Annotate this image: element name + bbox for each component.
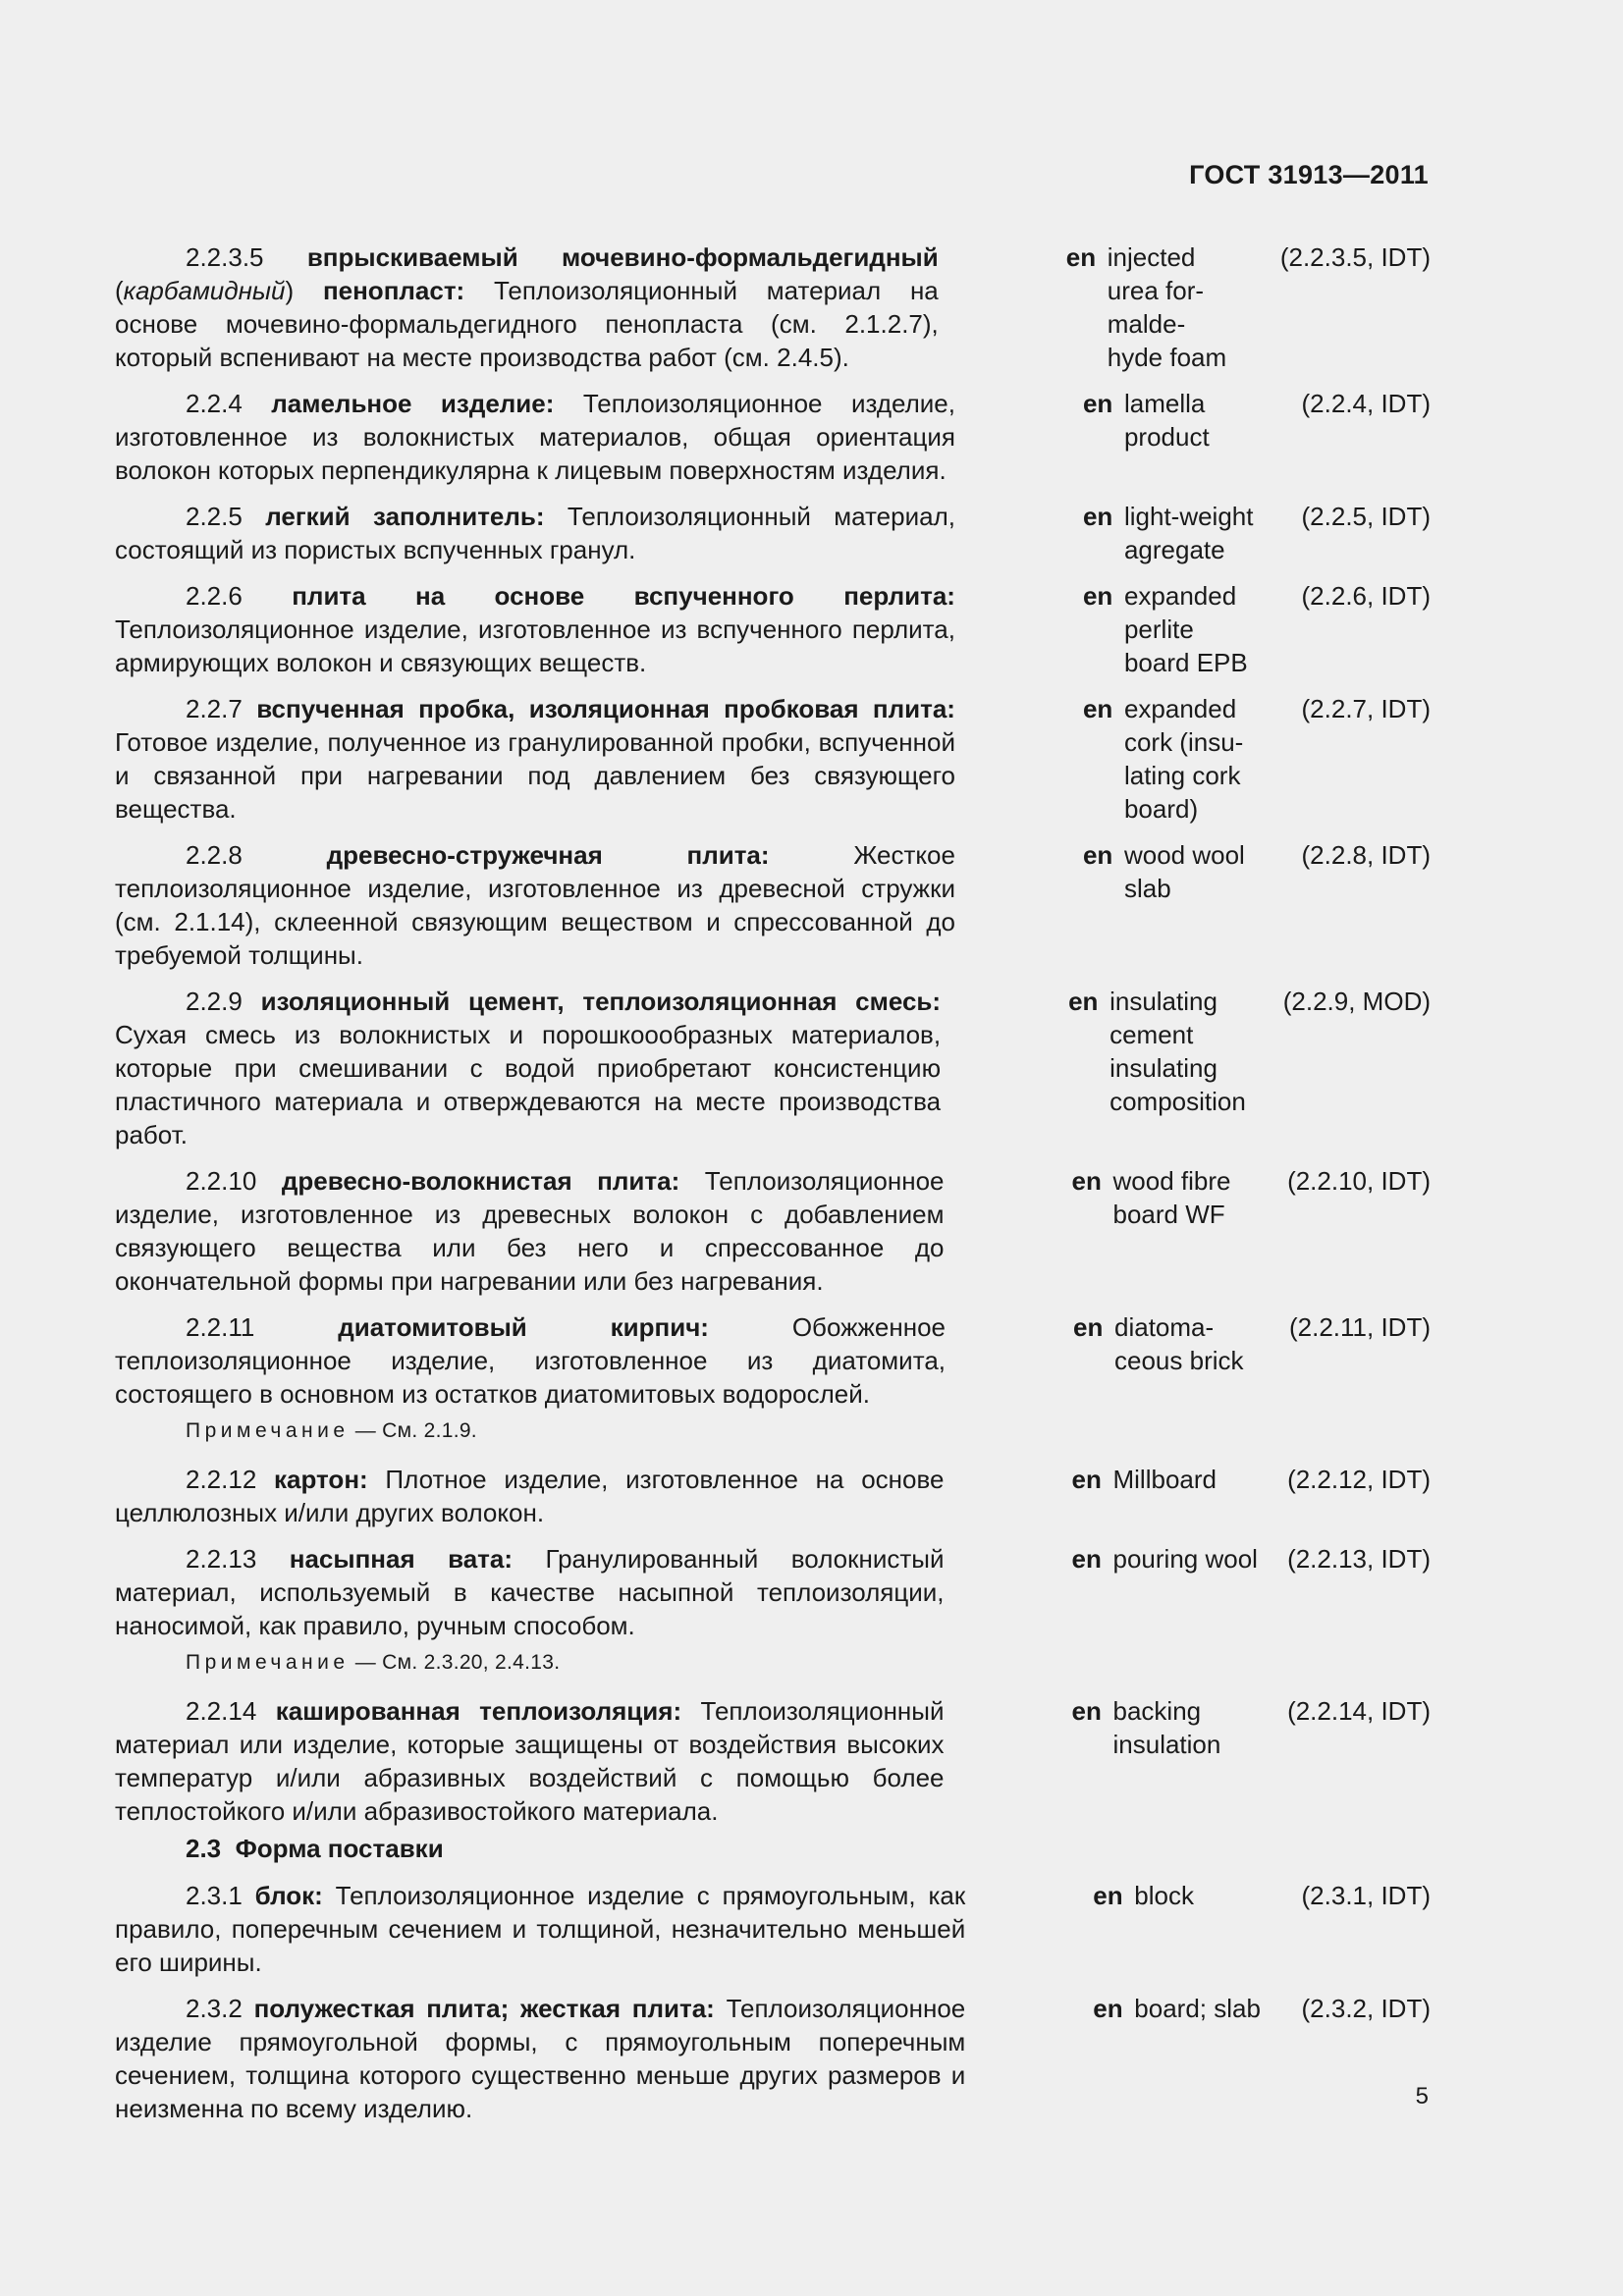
term-text: Теплоизоляционный материал на основе мочевино-формальдегидного пенопласта (см. 2.1.2.7), который вспенивают на месте производства работ (см. 2.4.5). [115, 276, 939, 372]
term-number: 2.2.9 [186, 987, 243, 1016]
english-term: wood fibre board WF [1112, 1166, 1231, 1229]
note [186, 1416, 1431, 1446]
term-definition [115, 579, 955, 679]
term-name: впрыскиваемый мочевино-формальдегидный [306, 242, 939, 272]
english-equivalent [1068, 985, 1283, 1118]
reference: (2.2.13, IDT) [1287, 1544, 1431, 1574]
term-definition [115, 1879, 965, 1979]
term-number: 2.2.10 [186, 1166, 257, 1196]
term-name: изоляционный цемент, теплоизоляционная смесь: [260, 987, 942, 1016]
term-text: Гранулированный волокнистый материал, используемый в качестве насыпной теплоизоляции, наносимой, как правило, ручным способом. [115, 1544, 945, 1640]
term-name: кашированная теплоизоляция: [275, 1696, 682, 1726]
term-text: Сухая смесь из волокнистых и порошкоообразных материалов, которые при смешивании с водой приобретают консистенцию пластичного материала и отверждеваются на месте производства работ. [115, 1020, 942, 1149]
note [186, 1648, 1431, 1678]
reference: (2.2.11, IDT) [1288, 1312, 1431, 1342]
section-heading [186, 1832, 1431, 1865]
lang-tag: en [1082, 581, 1113, 611]
lang-tag: en [1068, 987, 1099, 1016]
term-definition [115, 500, 955, 566]
term-entry [115, 1992, 1431, 2125]
reference: (2.2.8, IDT) [1301, 840, 1431, 870]
term-name: ламельное изделие: [271, 389, 555, 418]
term-text: Жесткое теплоизоляционное изделие, изготовленное из древесной стружки (см. 2.1.14), склеенной связующим веществом и спрессованной до требуемой толщины. [115, 840, 955, 970]
lang-tag: en [1065, 242, 1097, 272]
term-paren: ) [285, 276, 323, 305]
term-number: 2.2.11 [186, 1312, 255, 1342]
term-number: 2.2.5 [186, 502, 243, 531]
term-text: Теплоизоляционный материал, состоящий из пористых вспученных гранул. [115, 502, 955, 564]
english-term: light-weight agregate [1123, 502, 1254, 564]
term-text: Обожженное теплоизоляционное изделие, изготовленное из диатомита, состоящего в основном из остатков диатомитовых водорослей. [115, 1312, 947, 1409]
term-text: Теплоизоляционное изделие, изготовленное из вспученного перлита, армирующих волокон и связующих веществ. [115, 614, 955, 677]
english-equivalent [1083, 579, 1302, 679]
term-name: картон: [274, 1465, 368, 1494]
term-number: 2.2.14 [186, 1696, 257, 1726]
lang-tag: en [1082, 840, 1113, 870]
term-text: Теплоизоляционный материал или изделие, которые защищены от воздействия высоких температур и/или абразивных воздействий с помощью более теплостойкого и/или абразивостойкого материала. [115, 1696, 945, 1826]
lang-tag: en [1093, 1881, 1123, 1910]
term-definition [115, 387, 955, 487]
english-term: diatoma- ceous brick [1114, 1312, 1244, 1375]
reference: (2.2.6, IDT) [1301, 581, 1431, 611]
english-term: board; slab [1134, 1994, 1261, 2023]
english-term: lamella product [1123, 389, 1210, 452]
term-entry [115, 1542, 1431, 1642]
term-name: блок: [254, 1881, 323, 1910]
term-number: 2.2.13 [186, 1544, 257, 1574]
term-name: диатомитовый кирпич: [338, 1312, 709, 1342]
note-text: — См. 2.1.9. [349, 1419, 477, 1442]
term-definition [115, 692, 955, 826]
term-text: Плотное изделие, изготовленное на основе целлюлозных и/или других волокон. [115, 1465, 945, 1527]
english-equivalent [1072, 1463, 1288, 1496]
term-number: 2.2.4 [186, 389, 243, 418]
reference: (2.3.2, IDT) [1301, 1994, 1431, 2023]
term-entry [115, 692, 1431, 826]
term-definition [115, 1463, 945, 1529]
lang-tag: en [1073, 1312, 1104, 1342]
lang-tag: en [1071, 1696, 1102, 1726]
term-entry [115, 838, 1431, 972]
term-name-italic: карбамидный [123, 276, 286, 305]
reference: (2.2.4, IDT) [1301, 389, 1431, 418]
lang-tag: en [1071, 1544, 1102, 1574]
english-term: expanded perlite board EPB [1123, 581, 1248, 677]
english-equivalent [1083, 692, 1302, 826]
english-equivalent [1072, 1542, 1288, 1575]
term-text: Теплоизоляционное изделие, изготовленное из древесных волокон с добавлением связующего вещества или без него и спрессованное до окончательной формы при нагревании или без нагревания. [115, 1166, 945, 1296]
terms-content [115, 240, 1431, 2138]
term-number: 2.3.2 [186, 1994, 243, 2023]
term-text: Готовое изделие, полученное из гранулированной пробки, вспученной и связанной при нагревании под давлением без связующего вещества. [115, 727, 955, 824]
term-entry [115, 1879, 1431, 1979]
term-number: 2.2.12 [186, 1465, 257, 1494]
reference: (2.2.7, IDT) [1301, 694, 1431, 723]
reference: (2.2.10, IDT) [1287, 1166, 1431, 1196]
term-definition [115, 985, 941, 1151]
term-name: пенопласт: [322, 276, 465, 305]
lang-tag: en [1082, 694, 1113, 723]
lang-tag: en [1082, 389, 1113, 418]
english-equivalent [1072, 1164, 1288, 1231]
english-term: insulating cement insulating composition [1109, 987, 1246, 1116]
term-entry [115, 500, 1431, 566]
term-definition [115, 1542, 945, 1642]
term-entry [115, 1310, 1431, 1411]
note-text: — См. 2.3.20, 2.4.13. [349, 1651, 561, 1674]
lang-tag: en [1082, 502, 1113, 531]
section-number: 2.3 [186, 1834, 222, 1863]
english-equivalent [1066, 240, 1280, 374]
term-number: 2.2.8 [186, 840, 243, 870]
term-entry [115, 579, 1431, 679]
term-name: плита на основе вспученного перлита: [292, 581, 955, 611]
term-entry [115, 1164, 1431, 1298]
term-text: Теплоизоляционное изделие, изготовленное из волокнистых материалов, общая ориентация волокон которых перпендикулярна к лицевым поверхностям изделия. [115, 389, 955, 485]
term-entry [115, 387, 1431, 487]
english-equivalent [1083, 500, 1302, 566]
english-term: wood wool slab [1123, 840, 1245, 903]
note-label: Примечание [186, 1419, 350, 1442]
english-equivalent [1073, 1310, 1289, 1377]
reference: (2.2.14, IDT) [1287, 1696, 1431, 1726]
reference: (2.2.12, IDT) [1287, 1465, 1431, 1494]
term-number: 2.3.1 [186, 1881, 243, 1910]
term-number: 2.2.3.5 [186, 242, 264, 272]
english-equivalent [1093, 1992, 1314, 2025]
term-name: древесно-стружечная плита: [326, 840, 770, 870]
term-paren: ( [115, 276, 124, 305]
reference: (2.2.5, IDT) [1301, 502, 1431, 531]
term-entry [115, 985, 1431, 1151]
term-name: вспученная пробка, изоляционная пробковая плита: [256, 694, 955, 723]
term-name: насыпная вата: [289, 1544, 514, 1574]
lang-tag: en [1093, 1994, 1123, 2023]
term-number: 2.2.6 [186, 581, 243, 611]
term-entry [115, 240, 1431, 374]
term-name: древесно-волокнистая плита: [281, 1166, 680, 1196]
term-text: Теплоизоляционное изделие прямоугольной формы, с прямоугольным поперечным сечением, толщина которого существенно меньше других размеров и неизменна по всему изделию. [115, 1994, 966, 2123]
page-number: 5 [1415, 2083, 1429, 2109]
reference: (2.3.1, IDT) [1301, 1881, 1431, 1910]
standard-header: ГОСТ 31913—2011 [1189, 160, 1429, 189]
note-label: Примечание [186, 1651, 350, 1674]
term-entry [115, 1463, 1431, 1529]
english-term: pouring wool [1112, 1544, 1258, 1574]
term-name: полужесткая плита; жесткая плита: [253, 1994, 715, 2023]
term-definition [115, 1310, 946, 1411]
english-equivalent [1093, 1879, 1314, 1912]
english-equivalent [1083, 387, 1302, 454]
term-definition [115, 1164, 945, 1298]
term-number: 2.2.7 [186, 694, 243, 723]
english-equivalent [1072, 1694, 1288, 1761]
section-title: Форма поставки [235, 1834, 444, 1863]
term-text: Теплоизоляционное изделие с прямоугольным, как правило, поперечным сечением и толщиной, незначительно меньшей его ширины. [115, 1881, 966, 1977]
term-definition [115, 1992, 965, 2125]
lang-tag: en [1071, 1465, 1102, 1494]
english-term: backing insulation [1112, 1696, 1221, 1759]
english-term: expanded cork (insu- lating cork board) [1123, 694, 1244, 824]
term-entry [115, 1694, 1431, 1828]
english-term: injected urea for- malde- hyde foam [1107, 242, 1227, 372]
english-equivalent [1083, 838, 1302, 905]
reference: (2.2.3.5, IDT) [1279, 242, 1431, 272]
lang-tag: en [1071, 1166, 1102, 1196]
english-term: Millboard [1112, 1465, 1217, 1494]
term-definition [115, 838, 955, 972]
term-definition [115, 240, 939, 374]
english-term: block [1134, 1881, 1194, 1910]
term-definition [115, 1694, 945, 1828]
reference: (2.2.9, MOD) [1282, 987, 1431, 1016]
term-name: легкий заполнитель: [265, 502, 545, 531]
